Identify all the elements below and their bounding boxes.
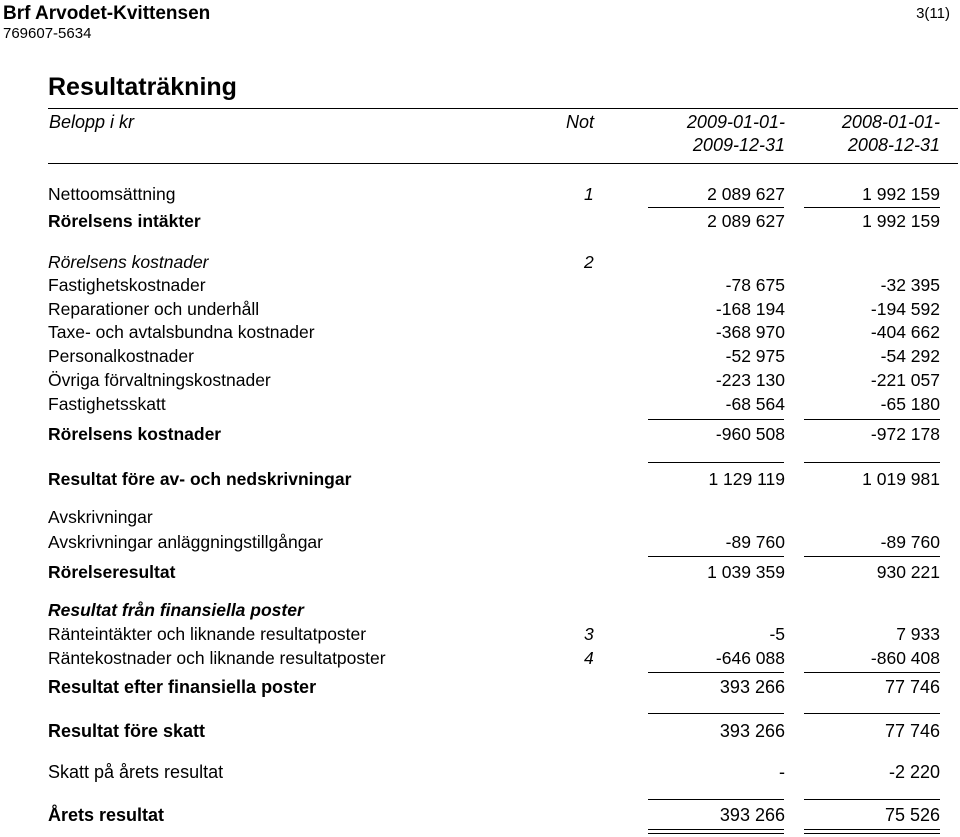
sum-rule: [648, 713, 784, 714]
row-previous: -221 057: [870, 370, 940, 390]
table-row: [0, 622, 960, 646]
row-current: -52 975: [725, 346, 785, 366]
page-number: 3(11): [916, 5, 950, 22]
table-row: [0, 803, 960, 827]
row-label: Personalkostnader: [48, 346, 194, 366]
sum-rule: [648, 419, 784, 420]
row-label: Fastighetsskatt: [48, 394, 166, 414]
table-row: [0, 209, 960, 233]
row-current: 393 266: [719, 677, 785, 697]
table-row: [0, 675, 960, 699]
column-header-note: Not: [566, 112, 595, 132]
row-previous: -89 760: [880, 532, 940, 552]
sum-rule: [804, 713, 940, 714]
row-note: 1: [584, 184, 594, 204]
row-previous: 77 746: [884, 677, 940, 697]
column-header-previous-line2: 2008-12-31: [847, 135, 940, 155]
page-title: Resultaträkning: [48, 73, 237, 101]
sum-rule: [804, 419, 940, 420]
row-current: -168 194: [715, 299, 785, 319]
table-row: [0, 344, 960, 368]
row-label: Nettoomsättning: [48, 184, 176, 204]
row-label: Ränteintäkter och liknande resultatposter: [48, 624, 367, 644]
org-name: Brf Arvodet-Kvittensen: [3, 3, 211, 24]
row-current: -68 564: [725, 394, 785, 414]
column-header-current: [687, 111, 785, 157]
row-previous: -404 662: [870, 322, 940, 342]
row-label: Avskrivningar: [48, 507, 153, 527]
table-row: [0, 505, 960, 529]
row-previous: -972 178: [870, 424, 940, 444]
row-current: -960 508: [715, 424, 785, 444]
row-label: Resultat efter finansiella poster: [48, 677, 317, 697]
header-rule-top: [48, 108, 958, 109]
row-previous: 930 221: [876, 562, 940, 582]
column-header-previous: [842, 111, 940, 157]
table-row: [0, 250, 960, 274]
row-previous: -54 292: [880, 346, 940, 366]
row-label: Reparationer och underhåll: [48, 299, 260, 319]
row-label: Skatt på årets resultat: [48, 762, 224, 782]
table-row: [0, 646, 960, 670]
table-row: [0, 392, 960, 416]
double-rule: [804, 829, 940, 830]
sum-rule: [804, 462, 940, 463]
row-previous: -65 180: [880, 394, 940, 414]
row-previous: 75 526: [884, 805, 940, 825]
double-rule: [648, 833, 784, 834]
sum-rule: [648, 462, 784, 463]
sum-rule: [648, 556, 784, 557]
row-current: 393 266: [719, 721, 785, 741]
sum-rule: [804, 556, 940, 557]
org-number: 769607-5634: [3, 25, 92, 42]
row-label: Räntekostnader och liknande resultatposter: [48, 648, 386, 668]
column-header-current-line2: 2009-12-31: [692, 135, 785, 155]
row-label: Årets resultat: [48, 805, 165, 825]
table-row: [0, 422, 960, 446]
row-current: -646 088: [715, 648, 785, 668]
row-label: Rörelseresultat: [48, 562, 176, 582]
sum-rule: [804, 672, 940, 673]
sum-rule: [648, 799, 784, 800]
table-row: [0, 530, 960, 554]
row-previous: 7 933: [896, 624, 940, 644]
column-header-previous-line1: 2008-01-01-: [841, 112, 940, 132]
table-row: [0, 273, 960, 297]
row-label: Fastighetskostnader: [48, 275, 206, 295]
row-label: Övriga förvaltningskostnader: [48, 370, 271, 390]
row-label: Rörelsens kostnader: [48, 252, 209, 272]
row-current: -368 970: [715, 322, 785, 342]
sum-rule: [648, 672, 784, 673]
row-label: Resultat före av- och nedskrivningar: [48, 469, 352, 489]
row-current: -89 760: [725, 532, 785, 552]
row-label: Rörelsens intäkter: [48, 211, 201, 231]
sum-rule: [648, 207, 784, 208]
row-label: Avskrivningar anläggningstillgångar: [48, 532, 323, 552]
table-row: [0, 297, 960, 321]
row-previous: -194 592: [870, 299, 940, 319]
row-current: 2 089 627: [707, 211, 785, 231]
column-header-label: Belopp i kr: [49, 112, 135, 132]
table-row: [0, 560, 960, 584]
row-current: -5: [769, 624, 785, 644]
column-header-current-line1: 2009-01-01-: [686, 112, 785, 132]
sum-rule: [804, 799, 940, 800]
row-current: -223 130: [715, 370, 785, 390]
row-current: 2 089 627: [707, 184, 785, 204]
row-note: 4: [584, 648, 594, 668]
row-previous: -32 395: [880, 275, 940, 295]
row-current: 1 129 119: [708, 469, 785, 489]
table-row: [0, 467, 960, 491]
table-row: [0, 598, 960, 622]
sum-rule: [804, 207, 940, 208]
row-note: 2: [584, 252, 594, 272]
table-row: [0, 182, 960, 206]
row-label: Taxe- och avtalsbundna kostnader: [48, 322, 315, 342]
row-previous: 77 746: [884, 721, 940, 741]
row-current: 1 039 359: [707, 562, 785, 582]
double-rule: [648, 829, 784, 830]
row-previous: 1 019 981: [862, 469, 940, 489]
row-label: Rörelsens kostnader: [48, 424, 222, 444]
double-rule: [804, 833, 940, 834]
row-current: 393 266: [719, 805, 785, 825]
row-note: 3: [584, 624, 594, 644]
table-row: [0, 760, 960, 784]
row-current: -: [779, 762, 785, 782]
row-label: Resultat före skatt: [48, 721, 206, 741]
row-previous: 1 992 159: [862, 184, 940, 204]
row-previous: -860 408: [870, 648, 940, 668]
table-row: [0, 719, 960, 743]
row-previous: -2 220: [888, 762, 940, 782]
row-current: -78 675: [725, 275, 785, 295]
row-label: Resultat från finansiella poster: [48, 600, 304, 620]
header-rule-bottom: [48, 163, 958, 164]
row-previous: 1 992 159: [862, 211, 940, 231]
table-row: [0, 320, 960, 344]
table-row: [0, 368, 960, 392]
